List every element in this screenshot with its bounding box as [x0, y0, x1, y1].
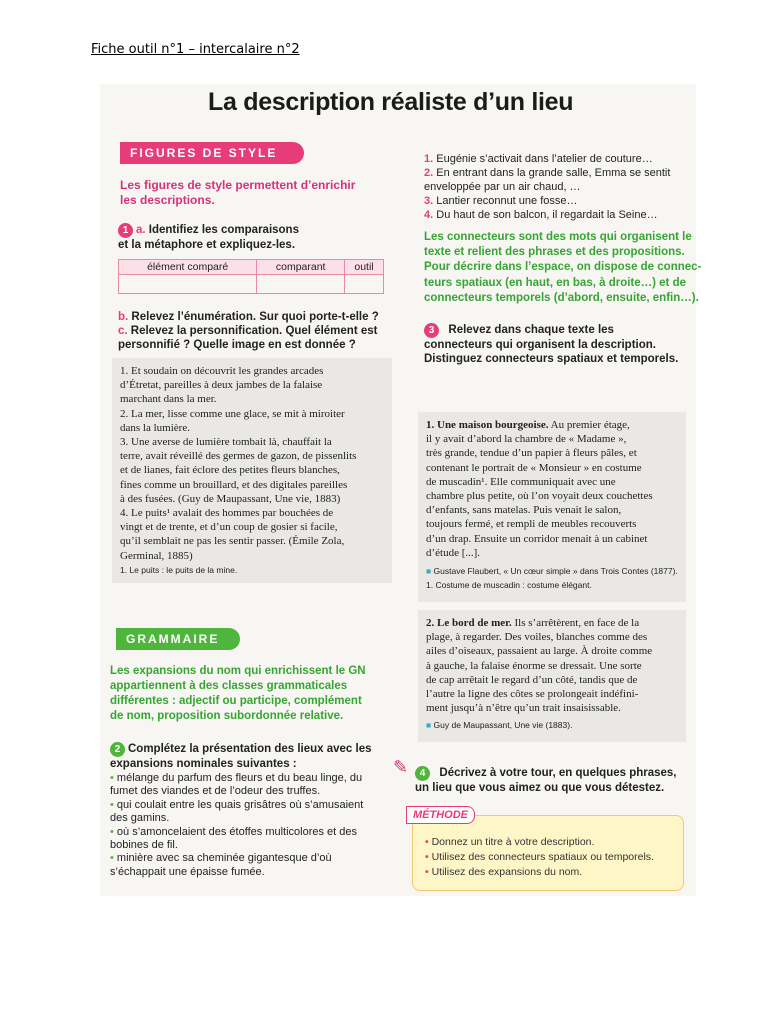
page-title: La description réaliste d’un lieu	[208, 88, 574, 116]
question-2: 2 Complétez la présentation des lieux avec les expansions nominales suivantes :	[110, 743, 372, 770]
table-header: élément comparé	[119, 260, 257, 275]
question-4: 4 Décrivez à votre tour, en quelques phrases, un lieu que vous aimez ou que vous détestez.	[415, 767, 677, 794]
question-number-badge: 2	[110, 742, 125, 757]
text-box-maison-bourgeoise: 1. Une maison bourgeoise. Au premier étage, il y avait d’abord la chambre de « Madame », très grande, tendue d’un papier à fleurs pâles, et contenant le portrait de « Monsieur » en costume de muscadin¹. Elle communiquait avec une chambre plus petite, où l’on voyait deux couchettes d’enfants, sans matelas. Puis venait le salon, toujours fermé, et rempli de meubles recouverts d’un drap. Ensuite un corridor menait à un cabinet d’étude [...]. ■ Gustave Flaubert, « Un cœur simple » dans Trois Contes (1877). 1. Costume de muscadin : costume élégant.	[418, 412, 686, 602]
table-cell	[257, 275, 345, 294]
page-header: Fiche outil n°1 – intercalaire n°2	[91, 42, 300, 57]
question-number-badge: 3	[424, 323, 439, 338]
footnote: 1. Costume de muscadin : costume élégant.	[426, 580, 592, 591]
text-box-bord-de-mer: 2. Le bord de mer. Ils s’arrêtèrent, en face de la plage, à regarder. Des voiles, blanches comme des ailes d’oiseaux, passaient au large. À droite comme à gauche, la falaise énorme se dressait. Une sorte de cap arrêtait le regard d’un côté, tandis que de l’autre la ligne des côtes se prolongeait indéfini- ment jusqu’à n’être qu’un trait insaisissable. ■ Guy de Maupassant, Une vie (1883).	[418, 610, 686, 742]
footnote: 1. Le puits : le puits de la mine.	[120, 564, 238, 575]
methode-title: MÉTHODE	[406, 806, 475, 824]
source-citation: Guy de Maupassant, Une vie (1883).	[433, 720, 573, 731]
example-sentences: 1. Eugénie s’activait dans l’atelier de couture… 2. En entrant dans la grande salle, Emma se sentit enveloppée par un air chaud, … 3. Lantier reconnut une fosse… 4. Du haut de son balcon, il regardait la Seine…	[424, 153, 671, 221]
grammaire-banner: GRAMMAIRE	[116, 628, 240, 650]
methode-item: • Utilisez des expansions du nom.	[425, 865, 683, 880]
table-header: outil	[345, 260, 384, 275]
source-citation: Gustave Flaubert, « Un cœur simple » dans Trois Contes (1877).	[433, 566, 678, 577]
pencil-icon: ✎	[393, 757, 409, 777]
figures-intro: Les figures de style permettent d’enrichir les descriptions.	[120, 178, 356, 207]
question-1a: 1 a. Identifiez les comparaisons et la métaphore et expliquez-les.	[118, 224, 299, 251]
methode-box	[412, 815, 684, 891]
question-1b: b. Relevez l’énumération. Sur quoi porte-t-elle ?	[118, 311, 379, 323]
question-number-badge: 1	[118, 223, 133, 238]
question-number-badge: 4	[415, 766, 430, 781]
methode-item: • Donnez un titre à votre description.	[425, 835, 683, 850]
connecteurs-definition: Les connecteurs sont des mots qui organisent le texte et relient des phrases et des propositions. Pour décrire dans l’espace, on dispose de connec- teurs spatiaux (en haut, en bas, à droite…) et de connecteurs temporels (d’abord, ensuite, enfin…).	[424, 231, 702, 304]
grammaire-intro: Les expansions du nom qui enrichissent le GN appartiennent à des classes grammaticales différentes : adjectif ou participe, complément de nom, proposition subordonnée relative.	[110, 665, 366, 722]
figures-de-style-banner: FIGURES DE STYLE	[120, 142, 304, 164]
question-3: 3 Relevez dans chaque texte les connecteurs qui organisent la description. Distinguez connecteurs spatiaux et temporels.	[424, 324, 679, 365]
question-1c: c. Relevez la personnification. Quel élément est personnifié ? Quelle image en est donnée ?	[118, 325, 378, 351]
comparison-table	[118, 259, 384, 294]
methode-item: • Utilisez des connecteurs spatiaux ou temporels.	[425, 850, 683, 865]
table-cell	[119, 275, 257, 294]
table-header: comparant	[257, 260, 345, 275]
expansions-list: • mélange du parfum des fleurs et du beau linge, du fumet des viandes et de l’odeur des truffes. • qui coulait entre les quais grisâtres où s’amusaient des gamins. • où s’amoncelaient des étoffes multicolores et des bobines de fil. • minière avec sa cheminée gigantesque d’où s’échappait une épaisse fumée.	[110, 772, 364, 878]
extracts-box-1: 1. Et soudain on découvrit les grandes arcades d’Étretat, pareilles à deux jambes de la falaise marchant dans la mer. 2. La mer, lisse comme une glace, se mit à miroiter dans la lumière. 3. Une averse de lumière tombait là, chauffait la terre, avait réveillé des germes de gazon, de pissenlits et de lianes, fait éclore des petites fleurs blanches, fines comme un brouillard, et des digitales pareilles à des fusées. (Guy de Maupassant, Une vie, 1883) 4. Le puits¹ avalait des hommes par bouchées de vingt et de trente, et d’un coup de gosier si facile, qu’il semblait ne pas les sentir passer. (Émile Zola, Germinal, 1885) 1. Le puits : le puits de la mine.	[112, 358, 392, 583]
table-cell	[345, 275, 384, 294]
